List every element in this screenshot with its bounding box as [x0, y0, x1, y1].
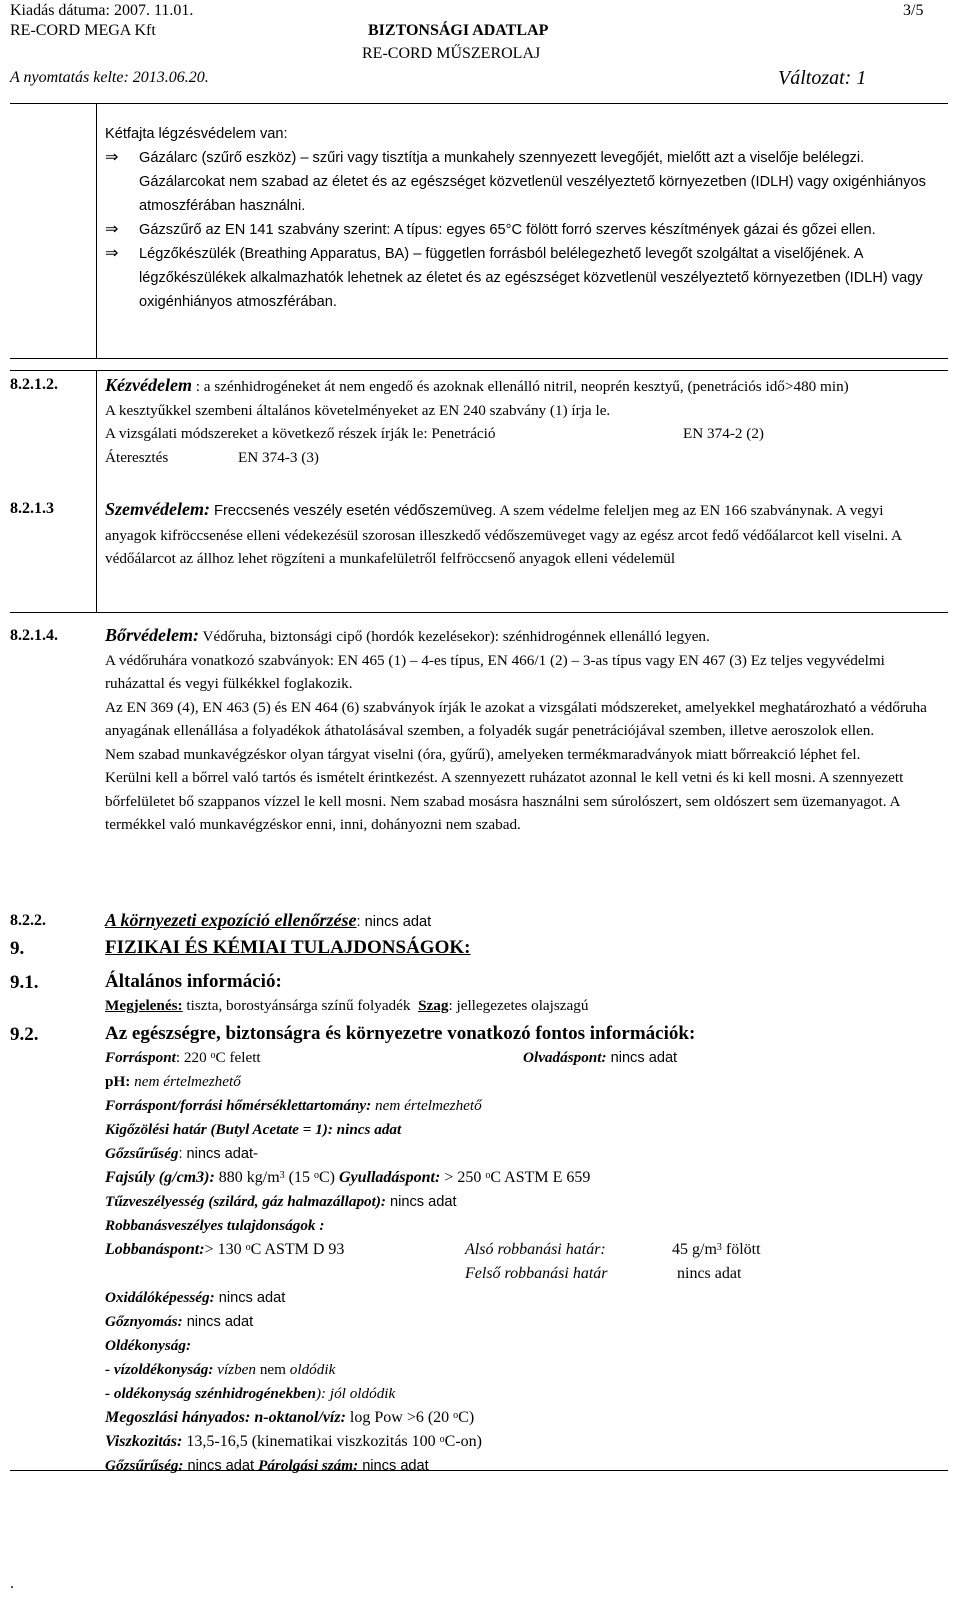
env-title: A környezeti expozíció ellenőrzése	[105, 910, 357, 930]
appearance-value: tiszta, borostyánsárga színű folyadék	[182, 996, 411, 1014]
ph-value: nem értelmezhető	[130, 1072, 241, 1090]
vapor-pressure-label: Gőznyomás:	[105, 1312, 183, 1330]
eye-text-2: A szem védelme feleljen meg az EN 166 szabványnak. A vegyi anyagok kifröccsenése elleni védekezésül szorosan illeszkedő védőszemüveget vagy az egész arcot fedő védőálarcot kell viselni. A védőálarcot az állhoz lehet rögzíteni a munkafelületről felfröccsenő anyagok elleni védelemül	[105, 502, 902, 567]
bullet-text: Légzőkészülék (Breathing Apparatus, BA) – független forrásból belélegezhető levegőt szolgáltat a viselőjének. A légzőkészülékek alkalmazhatók lehetnek az életet és az egészséget közvetlenül veszélyeztető környezetben (IDLH) vagy oxigénhiányos atmoszférában.	[139, 246, 923, 310]
bullet-breathing-apparatus	[105, 242, 935, 314]
cube-sup: 3	[716, 1241, 722, 1253]
density-label: Fajsúly (g/cm3):	[105, 1168, 215, 1186]
lower-limit-label: Alsó robbanási határ:	[465, 1240, 606, 1258]
section-number: 9.	[10, 938, 25, 959]
boiling-value: : 220	[175, 1048, 211, 1066]
degree-sup: o	[245, 1241, 251, 1253]
range-label: Forráspont/forrási hőmérséklettartomány:	[105, 1096, 372, 1114]
respiratory-block	[105, 122, 935, 314]
skin-para: A védőruhára vonatkozó szabványok: EN 465 (1) – 4-es típus, EN 466/1 (2) – 3-as típus vagy EN 467 (3) Ez teljes vegyvédelmi ruházattal és vegyi fülkékkel foglakozik.	[105, 651, 885, 692]
degree-sup: o	[439, 1433, 445, 1445]
vapor-density-label-2: Gőzsűrűség:	[105, 1456, 184, 1474]
bullet-gas-mask	[105, 146, 935, 218]
evaporation-number-label: Párolgási szám:	[258, 1456, 359, 1474]
flammability-label: Tűzveszélyesség (szilárd, gáz halmazállapot):	[105, 1192, 386, 1210]
evaporation-number-value: nincs adat	[358, 1457, 429, 1474]
density-temp: (15	[284, 1168, 314, 1186]
page-number: 3/5	[903, 2, 924, 19]
lower-limit-value: 45 g/m	[672, 1240, 717, 1258]
eye-title: Szemvédelem:	[105, 499, 210, 519]
viscosity-unit: C-on)	[444, 1432, 482, 1450]
skin-protection	[105, 624, 935, 837]
sec9-title: FIZIKAI ÉS KÉMIAI TULAJDONSÁGOK:	[105, 937, 471, 958]
odor-value: : jellegezetes olajszagú	[448, 996, 589, 1014]
degree-sup: o	[485, 1169, 491, 1181]
vapor-density-value-2: nincs adat	[183, 1457, 259, 1474]
section-number: 8.2.1.2.	[10, 376, 58, 393]
odor-label: Szag	[418, 996, 449, 1014]
ignition-value: > 250	[440, 1168, 486, 1186]
hand-text-2: A kesztyűkkel szembeni általános követelményeket az EN 240 szabvány (1) írja le.	[105, 401, 611, 419]
hand-protection	[105, 374, 935, 470]
viscosity-label: Viszkozitás:	[105, 1432, 183, 1450]
footer-mark: .	[10, 1575, 14, 1592]
sec91-title: Általános információ:	[105, 971, 282, 992]
vapor-density-value: : nincs adat-	[178, 1145, 258, 1162]
version: Változat: 1	[778, 67, 867, 89]
ignition-unit: C ASTM E 659	[490, 1168, 591, 1186]
sec9-heading	[105, 936, 935, 961]
section-number: 9.1.	[10, 972, 39, 993]
hand-text: : a szénhidrogéneket át nem engedő és azoknak ellenálló nitril, neoprén kesztyű, (penetrációs idő>480 min)	[191, 378, 849, 395]
water-solubility-neg: nem	[259, 1360, 286, 1378]
oxidizing-value: nincs adat	[214, 1289, 286, 1306]
bullet-gas-filter	[105, 218, 935, 242]
arrow-icon: ⇒	[105, 149, 119, 166]
product-name: RE-CORD MŰSZEROLAJ	[362, 45, 541, 62]
degree-sup: o	[210, 1049, 216, 1061]
flash-unit: C ASTM D 93	[250, 1240, 345, 1258]
hand-text-4: Áteresztés	[105, 449, 169, 466]
density-value: 880 kg/m	[214, 1168, 280, 1186]
boiling-label: Forráspont	[105, 1048, 176, 1066]
solubility-label: Oldékonyság:	[105, 1336, 192, 1354]
range-value: nem értelmezhető	[371, 1096, 482, 1114]
flash-value: > 130	[204, 1240, 246, 1258]
ignition-label: Gyulladáspont:	[338, 1168, 441, 1186]
respiratory-intro: Kétfajta légzésvédelem van:	[105, 126, 288, 142]
column-divider	[96, 103, 97, 358]
eye-protection	[105, 498, 935, 571]
explosive-label: Robbanásveszélyes tulajdonságok :	[105, 1216, 325, 1234]
section-rule	[10, 612, 948, 613]
water-solubility-end: oldódik	[285, 1360, 336, 1378]
arrow-icon: ⇒	[105, 221, 119, 238]
hydrocarbon-solubility-value: ): jól oldódik	[315, 1384, 396, 1402]
vapor-density-label: Gőzsűrűség	[105, 1144, 179, 1162]
partition-value: log Pow >6 (20	[345, 1408, 454, 1426]
cube-sup: 3	[279, 1169, 285, 1181]
skin-title: Bőrvédelem:	[105, 625, 199, 645]
print-date: A nyomtatás kelte: 2013.06.20.	[10, 69, 209, 86]
hand-std-2: EN 374-3 (3)	[238, 449, 319, 466]
section-number: 8.2.1.4.	[10, 627, 58, 644]
section-number: 9.2.	[10, 1024, 39, 1045]
flammability-value: nincs adat	[385, 1193, 457, 1210]
evaporation-label: Kigőzölési határ (Butyl Acetate = 1): nincs adat	[105, 1120, 402, 1138]
partition-unit: C)	[458, 1408, 475, 1426]
hand-title: Kézvédelem	[105, 375, 192, 395]
skin-para: Az EN 369 (4), EN 463 (5) és EN 464 (6) szabványok írják le azokat a vizsgálati módszereket, amelyekkel meghatározható a védőruha anyagának ellenállása a folyadékok áthatolásával szemben, a folyadék sugár penetrációjával szemben, illetve aeroszolok ellen.	[105, 698, 927, 739]
melting-label: Olvadáspont:	[523, 1048, 607, 1066]
melting-value: nincs adat	[606, 1049, 678, 1066]
eye-text: Freccsenés veszély esetén védőszemüveg.	[209, 503, 497, 519]
sec92-title: Az egészségre, biztonságra és környezetre vonatkozó fontos információk:	[105, 1023, 696, 1044]
viscosity-value: 13,5-16,5 (kinematikai viszkozitás 100	[182, 1432, 440, 1450]
oxidizing-label: Oxidálóképesség:	[105, 1288, 215, 1306]
appearance-label: Megjelenés:	[105, 996, 183, 1014]
boiling-unit: C felett	[215, 1048, 261, 1066]
section-number: 8.2.2.	[10, 912, 46, 929]
column-divider	[96, 370, 97, 612]
company-name: RE-CORD MEGA Kft	[10, 22, 156, 39]
hand-std-1: EN 374-2 (2)	[683, 425, 764, 442]
skin-text: Védőruha, biztonsági cipő (hordók kezelésekor): szénhidrogénnek ellenálló legyen.	[198, 628, 710, 645]
issue-date: Kiadás dátuma: 2007. 11.01.	[10, 2, 194, 19]
water-solubility-label: - vízoldékonyság:	[105, 1360, 214, 1378]
hand-text-3: A vizsgálati módszereket a következő részek írják le: Penetráció	[105, 425, 496, 442]
header-rule	[10, 103, 948, 104]
section-rule	[10, 370, 948, 371]
upper-limit-value: nincs adat	[677, 1264, 742, 1282]
doc-title: BIZTONSÁGI ADATLAP	[368, 22, 549, 39]
env-value: : nincs adat	[356, 914, 432, 930]
ph-label: pH:	[105, 1072, 131, 1090]
skin-para: Kerülni kell a bőrrel való tartós és ismételt érintkezést. A szennyezett ruházatot azonnal le kell vetni és ki kell mosni. A szennyezett bőrfelületet bő szappanos vízzel le kell mosni. Nem szabad mosásra használni sem súrolószert, sem oldószert sem üzemanyagot. A termékkel való munkavégzéskor enni, inni, dohányozni nem szabad.	[105, 769, 904, 833]
sec92-block	[105, 1022, 950, 1478]
water-solubility-value: vízben	[213, 1360, 260, 1378]
degree-sup: o	[313, 1169, 319, 1181]
env-exposure	[105, 909, 935, 935]
upper-limit-label: Felső robbanási határ	[465, 1264, 608, 1282]
density-temp-unit: C)	[318, 1168, 339, 1186]
skin-para: Nem szabad munkavégzéskor olyan tárgyat viselni (óra, gyűrű), amelyeken termékmaradványok miatt bőrreakció léphet fel.	[105, 745, 861, 763]
flash-label: Lobbanáspont:	[105, 1240, 205, 1258]
section-number: 8.2.1.3	[10, 500, 54, 517]
bullet-text: Gázálarc (szűrő eszköz) – szűri vagy tisztítja a munkahely szennyezett levegőjét, mielőtt azt a viselője belélegzi. Gázálarcokat nem szabad az életet és az egészséget közvetlenül veszélyeztető környezetben (IDLH) vagy oxigénhiányos atmoszférában használni.	[139, 150, 926, 214]
arrow-icon: ⇒	[105, 245, 119, 262]
hydrocarbon-solubility-label: - oldékonyság szénhidrogénekben	[105, 1384, 316, 1402]
section-rule	[10, 358, 948, 359]
lower-limit-unit: fölött	[721, 1240, 761, 1258]
vapor-pressure-value: nincs adat	[182, 1313, 254, 1330]
partition-label: Megoszlási hányados: n-oktanol/víz:	[105, 1408, 346, 1426]
sec91-block	[105, 970, 935, 1018]
degree-sup: o	[453, 1409, 459, 1421]
bullet-text: Gázszűrő az EN 141 szabvány szerint: A típus: egyes 65°C fölött forró szerves készítmények gázai és gőzei ellen.	[139, 222, 876, 238]
